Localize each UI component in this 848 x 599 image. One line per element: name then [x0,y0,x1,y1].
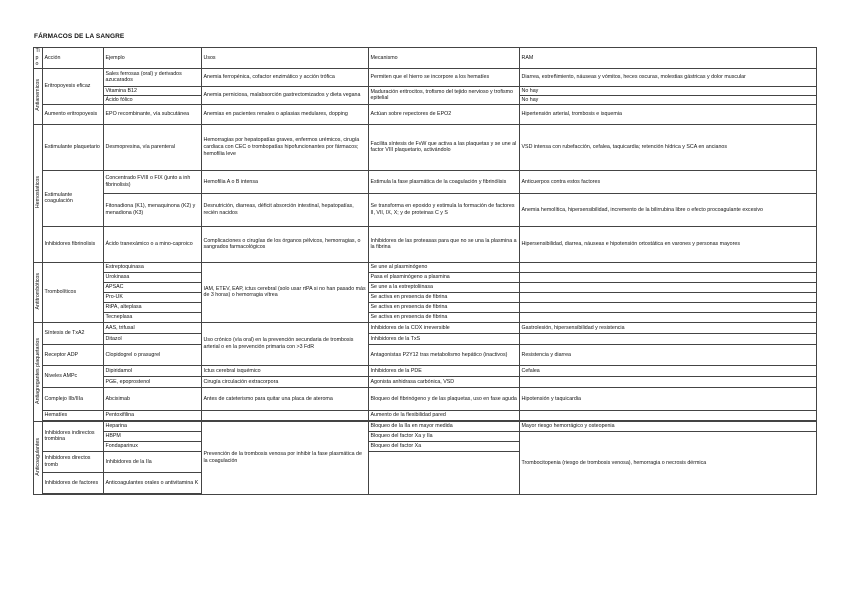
cell-ejemplo: Inhibidores de la IIa [104,451,202,472]
cell-ram: Cefalea [520,365,817,376]
cell-mecanismo: Actúan sobre repectores de EPO2 [369,104,520,124]
cell-ram [520,302,817,312]
table-row [34,193,817,226]
page-title: FÁRMACOS DE LA SANGRE [34,33,125,40]
cell-mecanismo: Antagonistas P2Y12 tras metabolismo hepático (inactivos) [369,344,520,365]
cell-ejemplo: Heparina [104,421,202,431]
table-row [34,282,817,292]
cell-ejemplo: HBPM [104,431,202,441]
cell-mecanismo: Se une al plasminógeno [369,262,520,272]
table-row [34,410,817,420]
cell-accion: Trombolíticos [43,262,104,322]
cell-mecanismo: Estimula la fase plasmática de la coagulación y fibrinólisis [369,170,520,193]
cell-usos: Uso crónico (vía oral) en la prevención secundaria de trombosis arterial o en la prevención primaria con >3 FdR [202,322,369,365]
cell-mecanismo: Inhibidores de las proteasas para que no se una la plasmina a la fibrina [369,226,520,262]
cell-ejemplo: Estreptoquinasa [104,262,202,272]
cell-mecanismo: Bloqueo de la IIa en mayor medida [369,421,520,431]
table-row [34,322,817,333]
cell-usos: IAM, ETEV, EAP, ictus cerebral (solo usar rtPA si no han pasado más de 3 horas) o hemorragia vítrea [202,262,369,322]
drug-table [33,47,817,495]
table-row [34,68,817,86]
cell-mecanismo: Aumento de la flexibilidad pared [369,410,520,420]
cell-mecanismo: Se activa en presencia de fibrina [369,302,520,312]
cell-ram: No hay [520,86,817,95]
cell-ejemplo: Ácido fólico [104,95,202,104]
cell-mecanismo: Se activa en presencia de fibrina [369,292,520,302]
cell-ejemplo [104,493,202,494]
table-row [34,387,817,410]
header-mecanismo: Mecanismo [369,48,520,69]
cell-mecanismo: Facilita síntesis de FvW que activa a las plaquetas y se une al factor VIII plaquetario, activándolo [369,124,520,170]
cell-usos: Prevención de la trombosis venosa por inhibir la fase plasmática de la coagulación [202,421,369,494]
cell-accion: Estimulante plaquetario [43,124,104,170]
header-accion: Acción [43,48,104,69]
cell-accion: Complejo IIb/IIIa [43,387,104,410]
group-antitromboticos: Antitrombóticos [34,262,43,322]
group-hemostaticos: Hemostaticos [34,124,43,262]
cell-ram: Hipersensibilidad, diarrea, náuseas e hipotensión ortostática en varones y personas mayores [520,226,817,262]
cell-ejemplo: APSAC [104,282,202,292]
cell-ram: No hay [520,95,817,104]
cell-accion: Inhibidores directos tromb [43,451,104,472]
group-anticoagulantes: Anticoagulantes [34,421,43,494]
group-antiagregantes: Antiagregantes plaquetarios [34,322,43,421]
table-row [34,302,817,312]
cell-mecanismo: Bloqueo del fibrinógeno y de las plaquetas, uso en fase aguda [369,387,520,410]
header-usos: Usos [202,48,369,69]
cell-ram: Trombocitopenia (riesgo de trombosis venosa), hemorragia o necrosis dérmica [520,431,817,494]
table-row [34,170,817,193]
cell-ejemplo: PGE, epoprostenol [104,376,202,387]
cell-mecanismo: Pasa el plasminógeno a plasmina [369,272,520,282]
cell-ram [520,312,817,322]
table-row [34,262,817,272]
cell-mecanismo: Se une a la estreptoliinasa [369,282,520,292]
cell-accion: Hematíes [43,410,104,420]
cell-mecanismo: Maduración eritrocitos, trofismo del tejido nervioso y trofismo epitelial [369,86,520,104]
cell-usos: Complicaciones o cirugías de los órganos pélvicos, hemorragias, o sangrados farmacológicos [202,226,369,262]
cell-mecanismo: Inhibidores de la COX irreversible [369,322,520,333]
cell-usos: Desnutrición, diarreas, déficit absorción intestinal, hepatopatías, recién nacidos [202,193,369,226]
table-row [34,431,817,441]
cell-ejemplo: Urokinasa [104,272,202,282]
cell-ejemplo: RtPA, alteplasa [104,302,202,312]
cell-usos: Antes de cateterismo para quitar una placa de ateroma [202,387,369,410]
header-row [34,48,817,69]
table-row [34,421,817,431]
cell-ejemplo: Desmopresina, vía parenteral [104,124,202,170]
cell-accion: Estimulante coagulación [43,170,104,226]
cell-ejemplo: Ditazol [104,333,202,344]
group-antianemicos: Antianemicos [34,68,43,124]
cell-ram: Hipotensión y taquicardia [520,387,817,410]
cell-mecanismo: Permiten que el hierro se incorpore a los hematíes [369,68,520,86]
cell-ejemplo: Clopidogrel o prasugrel [104,344,202,365]
table-row [34,312,817,322]
header-ejemplo: Ejemplo [104,48,202,69]
cell-usos: Hemorragias por hepatopatías graves, enfermos urémicos, cirugía cardiaca con CEC o trombopatías hipofuncionantes por fármacos; hemofilia leve [202,124,369,170]
cell-ejemplo: Tecneplasa [104,312,202,322]
cell-ram [520,410,817,420]
cell-ram: Mayor riesgo hemorrágico y osteopenia [520,421,817,431]
cell-ejemplo: Ácido tranexámico o a mino-caproico [104,226,202,262]
cell-accion: Eritropoyesis eficaz [43,68,104,104]
table-row [34,376,817,387]
cell-ram: Gastrolesión, hipersensibilidad y resistencia [520,322,817,333]
table-row [34,333,817,344]
table-row [34,124,817,170]
cell-ejemplo: Sales ferrosas (oral) y derivados azucarados [104,68,202,86]
cell-accion: Receptor ADP [43,344,104,365]
cell-ram [520,282,817,292]
table-row [34,292,817,302]
cell-mecanismo: Inhibidores de la PDE [369,365,520,376]
table-row [34,86,817,95]
cell-usos: Hemofilia A o B intensa [202,170,369,193]
cell-accion: Inhibidores de factores [43,472,104,493]
cell-ram: VSD intensa con rubefacción, cefalea, taquicardia; retención hídrica y SCA en ancianos [520,124,817,170]
cell-usos [202,410,369,420]
cell-ejemplo: Pro-UK [104,292,202,302]
cell-ejemplo: Concentrado FVIII o FIX (junto a inh fibrinolisis) [104,170,202,193]
cell-accion: Inhibidores indirectos trombina [43,421,104,451]
cell-ram: Resistencia y diarrea [520,344,817,365]
cell-ram [520,333,817,344]
cell-ram: Diarrea, estreñimiento, náuseas y vómitos, heces oscuras, molestias gástricas y dolor muscular [520,68,817,86]
cell-accion: Aumento eritropoyesis [43,104,104,124]
cell-accion: Inhibidores fibrinolisis [43,226,104,262]
table-row [34,344,817,365]
table-row [34,272,817,282]
cell-accion [43,493,104,494]
cell-ejemplo: Dipiridamol [104,365,202,376]
cell-ejemplo: EPO recombinante, vía subcutánea [104,104,202,124]
cell-ejemplo: Abciximab [104,387,202,410]
cell-mecanismo: Agonista anhidrasa carbónica, VSD [369,376,520,387]
cell-mecanismo: Se activa en presencia de fibrina [369,312,520,322]
table-row [34,365,817,376]
cell-ejemplo: Anticoagulantes orales o antivitamina K [104,472,202,493]
cell-ram [520,292,817,302]
cell-ram: Hipertensión arterial, trombosis e isquemia [520,104,817,124]
cell-mecanismo: Bloqueo del factor Xa [369,441,520,451]
cell-usos: Anemia perniciosa, malabsorción gastrectomizados y dieta vegana [202,86,369,104]
cell-ram [520,262,817,272]
cell-ejemplo: Fondaparinux [104,441,202,451]
cell-ejemplo: Vitamina B12 [104,86,202,95]
table-row [34,226,817,262]
cell-mecanismo: Bloqueo del factor Xa y IIa [369,431,520,441]
cell-usos: Ictus cerebral isquémico [202,365,369,376]
cell-ram [520,272,817,282]
cell-ejemplo: Pentoxifilina [104,410,202,420]
header-ram: RAM [520,48,817,69]
cell-usos: Anemias en pacientes renales o aplasias medulares, dopping [202,104,369,124]
cell-ram [520,376,817,387]
cell-ejemplo: Fitonadiona (K1), menaquinona (K2) y menadiona (K3) [104,193,202,226]
cell-accion: Niveles AMPc [43,365,104,387]
cell-mecanismo: Inhibidores de la TxS [369,333,520,344]
cell-mecanismo [369,451,520,494]
cell-ram: Anticuerpos contra estos factores [520,170,817,193]
table-row [34,104,817,124]
cell-accion: Síntesis de TxA2 [43,322,104,344]
cell-ram: Anemia hemolítica, hipersensibilidad, incremento de la bilirrubina libre o efecto procoagulante excesivo [520,193,817,226]
cell-usos: Cirugía circulación extracorpora [202,376,369,387]
cell-mecanismo: Se transforma en epoxido y estimula la formación de factores II, VII, IX, X; y de proteinas C y S [369,193,520,226]
cell-usos: Anemia ferropénica, cofactor enzimático y acción trófica [202,68,369,86]
cell-ejemplo: AAS, trifusal [104,322,202,333]
header-tipo: Tipo [34,48,43,69]
